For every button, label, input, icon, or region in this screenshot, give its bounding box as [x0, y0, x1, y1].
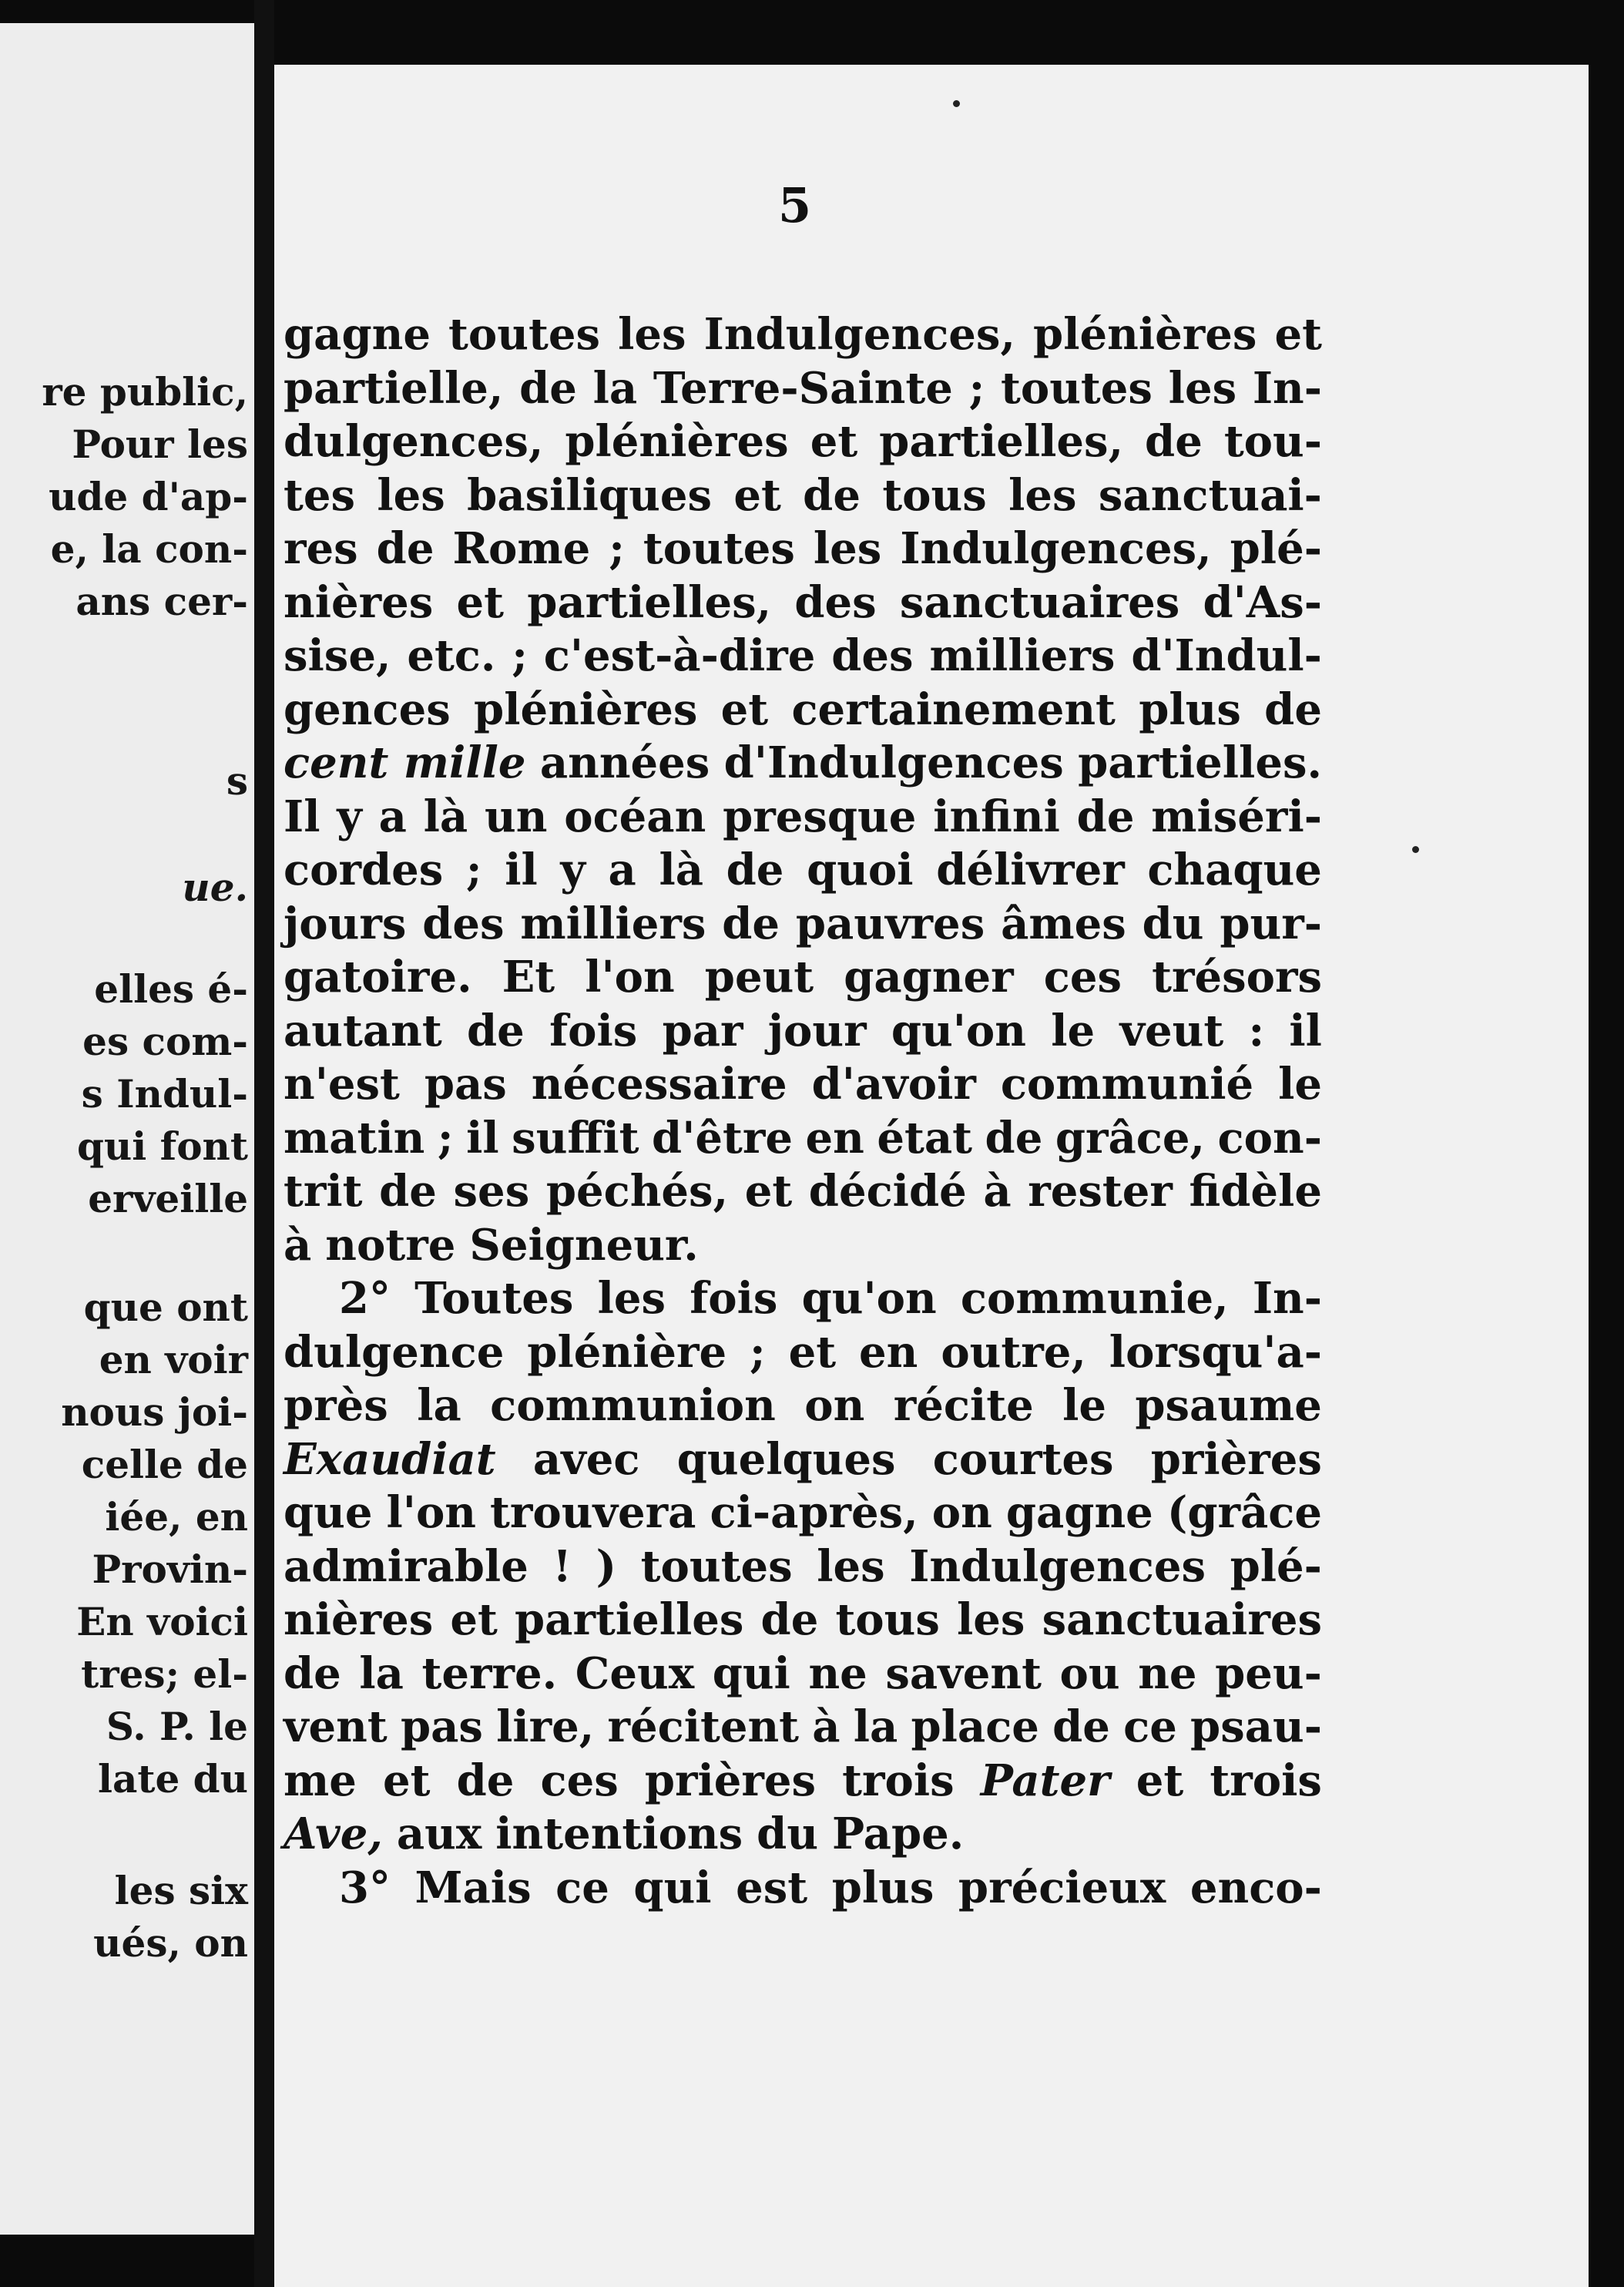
word: pas — [400, 1701, 483, 1752]
word: et — [744, 1166, 793, 1217]
word: nières — [284, 1594, 434, 1645]
word: ces — [540, 1755, 619, 1806]
word: et — [720, 683, 769, 735]
left-page-line: En voici — [76, 1599, 248, 1644]
text-line — [284, 1005, 1322, 1059]
word: tous — [835, 1594, 940, 1645]
word: ses — [453, 1166, 530, 1217]
word: on — [931, 1487, 992, 1538]
word: partielles — [515, 1594, 744, 1645]
word: l'on — [386, 1487, 477, 1538]
word: y — [560, 845, 586, 895]
left-page-line: elles é- — [94, 966, 248, 1012]
left-page-line: tres; el- — [81, 1651, 248, 1697]
word: gences — [284, 683, 451, 735]
word: de — [1052, 1701, 1110, 1752]
word: trouvera — [490, 1487, 696, 1538]
text-line — [284, 415, 1322, 469]
word: avec — [532, 1433, 640, 1485]
text-line — [284, 1433, 1322, 1487]
word: y — [337, 791, 362, 842]
word: Pape. — [832, 1808, 965, 1859]
word: etc. — [407, 630, 496, 681]
word: que — [284, 1487, 373, 1538]
text-line — [284, 791, 1322, 845]
body-text — [284, 308, 1322, 1915]
word: ; — [968, 362, 985, 414]
left-page-line: celle de — [81, 1442, 248, 1487]
word: gagne — [1005, 1487, 1153, 1538]
ink-speck — [1412, 846, 1419, 853]
text-line — [284, 308, 1322, 362]
word: et — [450, 1594, 498, 1645]
text-line — [284, 737, 1322, 791]
word: Pater — [980, 1755, 1110, 1806]
text-line — [284, 898, 1322, 952]
word: notre — [325, 1219, 456, 1271]
word: Exaudiat — [284, 1433, 496, 1485]
word: les — [957, 1594, 1025, 1645]
word: res — [284, 523, 358, 574]
word: qui — [712, 1647, 790, 1699]
word: ; — [465, 845, 482, 895]
word: de — [1264, 683, 1322, 735]
word: de — [985, 1112, 1043, 1164]
word: pauvres — [795, 898, 985, 949]
word: toutes — [643, 523, 795, 574]
word: et — [733, 469, 781, 521]
word: terre. — [421, 1647, 558, 1699]
word: la — [417, 1380, 461, 1431]
word: des — [422, 898, 505, 949]
word: à — [812, 1701, 841, 1752]
word: psau- — [1190, 1701, 1322, 1752]
word: de — [284, 1647, 341, 1699]
word: ci-après, — [710, 1487, 918, 1538]
word: tes — [284, 469, 356, 521]
word: de — [760, 1594, 819, 1645]
word: de — [722, 898, 780, 949]
text-line — [284, 1165, 1322, 1219]
word: plénières — [1033, 309, 1257, 360]
word: partielles. — [1078, 737, 1322, 788]
word: décidé — [808, 1166, 967, 1217]
word: à — [284, 1219, 312, 1271]
word: certainement — [791, 683, 1116, 735]
word: et — [382, 1755, 431, 1806]
word: basiliques — [467, 469, 712, 521]
word: jour — [767, 1005, 867, 1056]
word: Ceux — [575, 1647, 695, 1699]
word: et — [1274, 309, 1322, 360]
word: de — [376, 523, 435, 574]
word: Terre-Sainte — [653, 362, 953, 414]
word: ; — [750, 1326, 766, 1378]
word: les — [813, 523, 882, 574]
left-page-line: Pour les — [72, 421, 248, 467]
word: prières — [1150, 1433, 1322, 1485]
word: fois — [549, 1005, 638, 1056]
word: de — [379, 1166, 437, 1217]
word: par — [662, 1005, 743, 1056]
word: et — [1136, 1755, 1184, 1806]
text-line — [284, 1112, 1322, 1166]
left-page-line: en voir — [99, 1337, 248, 1382]
word: sanctuaires — [1042, 1594, 1322, 1645]
word: : — [1248, 1005, 1265, 1056]
text-line — [284, 844, 1322, 898]
word: des — [794, 576, 877, 628]
left-page-line: ue. — [182, 865, 248, 910]
word: grâce, — [1055, 1112, 1206, 1164]
left-page-line: late du — [97, 1756, 248, 1802]
word: cent mille — [284, 737, 526, 788]
word: presque — [723, 791, 917, 842]
left-page-line: qui font — [76, 1123, 248, 1169]
word: psaume — [1135, 1380, 1322, 1431]
word: jours — [284, 898, 407, 949]
word: autant — [284, 1005, 442, 1056]
word: la — [592, 362, 638, 414]
word: d'Indul- — [1131, 630, 1322, 681]
word: prières — [644, 1755, 817, 1806]
word: en — [805, 1112, 864, 1164]
word: la — [359, 1647, 404, 1699]
word: gagne — [284, 309, 431, 360]
word: il — [505, 845, 538, 895]
word: a — [608, 845, 636, 895]
word: veut — [1119, 1005, 1224, 1056]
word: le — [1051, 1005, 1096, 1056]
word: les — [618, 309, 686, 360]
word: le — [1062, 1380, 1106, 1431]
text-line — [284, 1594, 1322, 1647]
word: en — [859, 1326, 918, 1378]
word: les — [817, 1540, 885, 1592]
word: matin — [284, 1112, 425, 1164]
word: savent — [885, 1647, 1042, 1699]
word: près — [284, 1380, 388, 1431]
word: d'avoir — [811, 1059, 976, 1110]
word: on — [804, 1380, 865, 1431]
left-page-line: e, la con- — [50, 526, 248, 572]
text-line — [284, 1379, 1322, 1433]
text-line — [284, 1755, 1322, 1808]
left-page-line: nous joi- — [61, 1389, 248, 1435]
word: Rome — [452, 523, 591, 574]
word: ne — [808, 1647, 867, 1699]
word: qu'on — [891, 1005, 1026, 1056]
word: délivrer — [936, 845, 1125, 895]
word: partielles, — [879, 416, 1124, 467]
word: ! — [552, 1540, 572, 1592]
word: communie, — [960, 1273, 1229, 1324]
word: In- — [1252, 362, 1322, 414]
word: qu'on — [801, 1273, 937, 1324]
word: intentions — [495, 1808, 743, 1859]
word: gatoire. — [284, 952, 472, 1002]
word: lire, — [496, 1701, 595, 1752]
left-page-line: re public, — [42, 369, 248, 415]
word: et — [810, 416, 858, 467]
word: ; — [609, 523, 625, 574]
word: place — [911, 1701, 1039, 1752]
word: Mais — [414, 1862, 532, 1913]
word: pur- — [1220, 898, 1322, 949]
word: ne — [1138, 1647, 1197, 1699]
word: trit — [284, 1166, 363, 1217]
word: n'est — [284, 1059, 400, 1110]
word: Seigneur. — [469, 1219, 699, 1271]
word: dulgences, — [284, 416, 544, 467]
text-line — [284, 576, 1322, 630]
text-line — [284, 1701, 1322, 1755]
left-page-line: erveille — [88, 1176, 248, 1221]
word: ou — [1059, 1647, 1120, 1699]
word: vent — [284, 1701, 388, 1752]
left-page-line: ués, on — [93, 1920, 248, 1966]
word: de — [803, 469, 861, 521]
word: Indulgences, — [703, 309, 1015, 360]
word: miséri- — [1151, 791, 1322, 842]
word: ; — [437, 1112, 454, 1164]
left-page-line: s — [226, 758, 248, 804]
text-line — [284, 1486, 1322, 1540]
word: partielles, — [527, 576, 772, 628]
word: tous — [882, 469, 987, 521]
word: plénières — [565, 416, 789, 467]
word: trois — [842, 1755, 955, 1806]
word: la — [853, 1701, 898, 1752]
word: milliers — [929, 630, 1116, 681]
word: rester — [1028, 1166, 1173, 1217]
word: peu- — [1215, 1647, 1322, 1699]
word: ce — [1123, 1701, 1177, 1752]
left-page-line: les six — [114, 1868, 248, 1913]
word: plé- — [1230, 523, 1322, 574]
word: Indulgences — [909, 1540, 1206, 1592]
word: 3° — [339, 1862, 391, 1913]
word: Il — [284, 791, 320, 842]
word: l'on — [585, 952, 675, 1002]
word: toutes — [640, 1540, 793, 1592]
word: Et — [502, 952, 555, 1002]
word: d'Indulgences — [723, 737, 1064, 788]
word: communion — [490, 1380, 776, 1431]
word: les — [1008, 469, 1077, 521]
text-line — [284, 1326, 1322, 1380]
word: de — [1076, 791, 1135, 842]
word: du — [757, 1808, 819, 1859]
word: péchés, — [545, 1166, 729, 1217]
word: trésors — [1152, 952, 1322, 1002]
text-line — [284, 1272, 1322, 1326]
text-line — [284, 630, 1322, 683]
text-line — [284, 362, 1322, 416]
left-page-line: S. P. le — [106, 1704, 248, 1749]
word: c'est-à-dire — [543, 630, 816, 681]
left-page-line: ude d'ap- — [49, 474, 248, 519]
text-line — [284, 1647, 1322, 1701]
word: de — [467, 1005, 525, 1056]
word: plénière — [527, 1326, 727, 1378]
word: suffit — [512, 1112, 639, 1164]
word: partielle, — [284, 362, 504, 414]
word: les — [377, 469, 445, 521]
word: a — [378, 791, 407, 842]
page-number: 5 — [778, 177, 812, 233]
word: de — [456, 1755, 515, 1806]
word: sanctuaires — [899, 576, 1180, 628]
word: ces — [1043, 952, 1122, 1002]
word: un — [485, 791, 548, 842]
word: infini — [933, 791, 1060, 842]
word: nières — [284, 576, 434, 628]
word: tou- — [1223, 416, 1322, 467]
word: précieux — [958, 1862, 1166, 1913]
word: milliers — [520, 898, 706, 949]
word: et — [456, 576, 504, 628]
word: récitent — [607, 1701, 800, 1752]
word: cordes — [284, 845, 444, 895]
word: peut — [704, 952, 814, 1002]
word: est — [736, 1862, 808, 1913]
word: il — [466, 1112, 499, 1164]
word: outre, — [941, 1326, 1086, 1378]
word: plus — [831, 1862, 934, 1913]
word: de — [519, 362, 577, 414]
word: 2° — [339, 1273, 391, 1324]
ink-speck — [953, 100, 960, 107]
word: toutes — [448, 309, 601, 360]
text-line — [284, 1808, 1322, 1862]
word: aux — [396, 1808, 482, 1859]
left-facing-page — [0, 23, 254, 2235]
word: d'As- — [1203, 576, 1322, 628]
word: gagner — [844, 952, 1014, 1002]
text-line — [284, 1219, 1322, 1273]
word: de — [726, 845, 784, 895]
text-line — [284, 469, 1322, 523]
word: état — [877, 1112, 973, 1164]
word: océan — [564, 791, 706, 842]
word: (grâce — [1166, 1487, 1322, 1538]
word: à — [983, 1166, 1012, 1217]
word: toutes — [1000, 362, 1153, 414]
word: années — [539, 737, 710, 788]
word: fidèle — [1189, 1166, 1322, 1217]
word: courtes — [932, 1433, 1114, 1485]
word: âmes — [1001, 898, 1126, 949]
word: du — [1142, 898, 1204, 949]
word: Toutes — [414, 1273, 574, 1324]
word: sanctuai- — [1098, 469, 1322, 521]
page-gutter — [254, 0, 274, 2287]
left-page-line: que ont — [83, 1285, 248, 1330]
word: admirable — [284, 1540, 528, 1592]
word: qui — [633, 1862, 712, 1913]
word: me — [284, 1755, 357, 1806]
word: le — [1278, 1059, 1322, 1110]
word: lorsqu'a- — [1109, 1326, 1322, 1378]
word: ce — [555, 1862, 609, 1913]
word: fois — [690, 1273, 778, 1324]
text-line — [284, 683, 1322, 737]
word: là — [423, 791, 468, 842]
word: trois — [1210, 1755, 1322, 1806]
word: plénières — [474, 683, 698, 735]
word: Indulgences, — [900, 523, 1212, 574]
word: récite — [893, 1380, 1034, 1431]
word: les — [1168, 362, 1237, 414]
text-line — [284, 522, 1322, 576]
word: enco- — [1189, 1862, 1322, 1913]
word: sise, — [284, 630, 391, 681]
word: des — [831, 630, 914, 681]
word: ) — [596, 1540, 617, 1592]
word: d'être — [652, 1112, 793, 1164]
left-page-line: iée, en — [105, 1494, 248, 1540]
left-page-line: ans cer- — [75, 579, 248, 624]
word: pas — [424, 1059, 507, 1110]
word: il — [1289, 1005, 1322, 1056]
left-page-line: Provin- — [92, 1546, 248, 1592]
text-line — [284, 1862, 1322, 1916]
word: plé- — [1230, 1540, 1322, 1592]
word: chaque — [1147, 845, 1322, 895]
word: nécessaire — [531, 1059, 787, 1110]
text-line — [284, 1540, 1322, 1594]
word: quoi — [807, 845, 914, 895]
word: dulgence — [284, 1326, 505, 1378]
text-line — [284, 1058, 1322, 1112]
word: de — [1145, 416, 1203, 467]
text-line — [284, 951, 1322, 1005]
word: In- — [1252, 1273, 1322, 1324]
word: con- — [1217, 1112, 1322, 1164]
word: et — [788, 1326, 837, 1378]
left-page-line: s Indul- — [81, 1071, 248, 1117]
word: ; — [512, 630, 528, 681]
word: quelques — [676, 1433, 896, 1485]
word: les — [597, 1273, 666, 1324]
left-page-line: es com- — [82, 1019, 248, 1064]
word: plus — [1139, 683, 1241, 735]
word: là — [659, 845, 704, 895]
word: Ave, — [284, 1808, 383, 1859]
word: communié — [1000, 1059, 1254, 1110]
